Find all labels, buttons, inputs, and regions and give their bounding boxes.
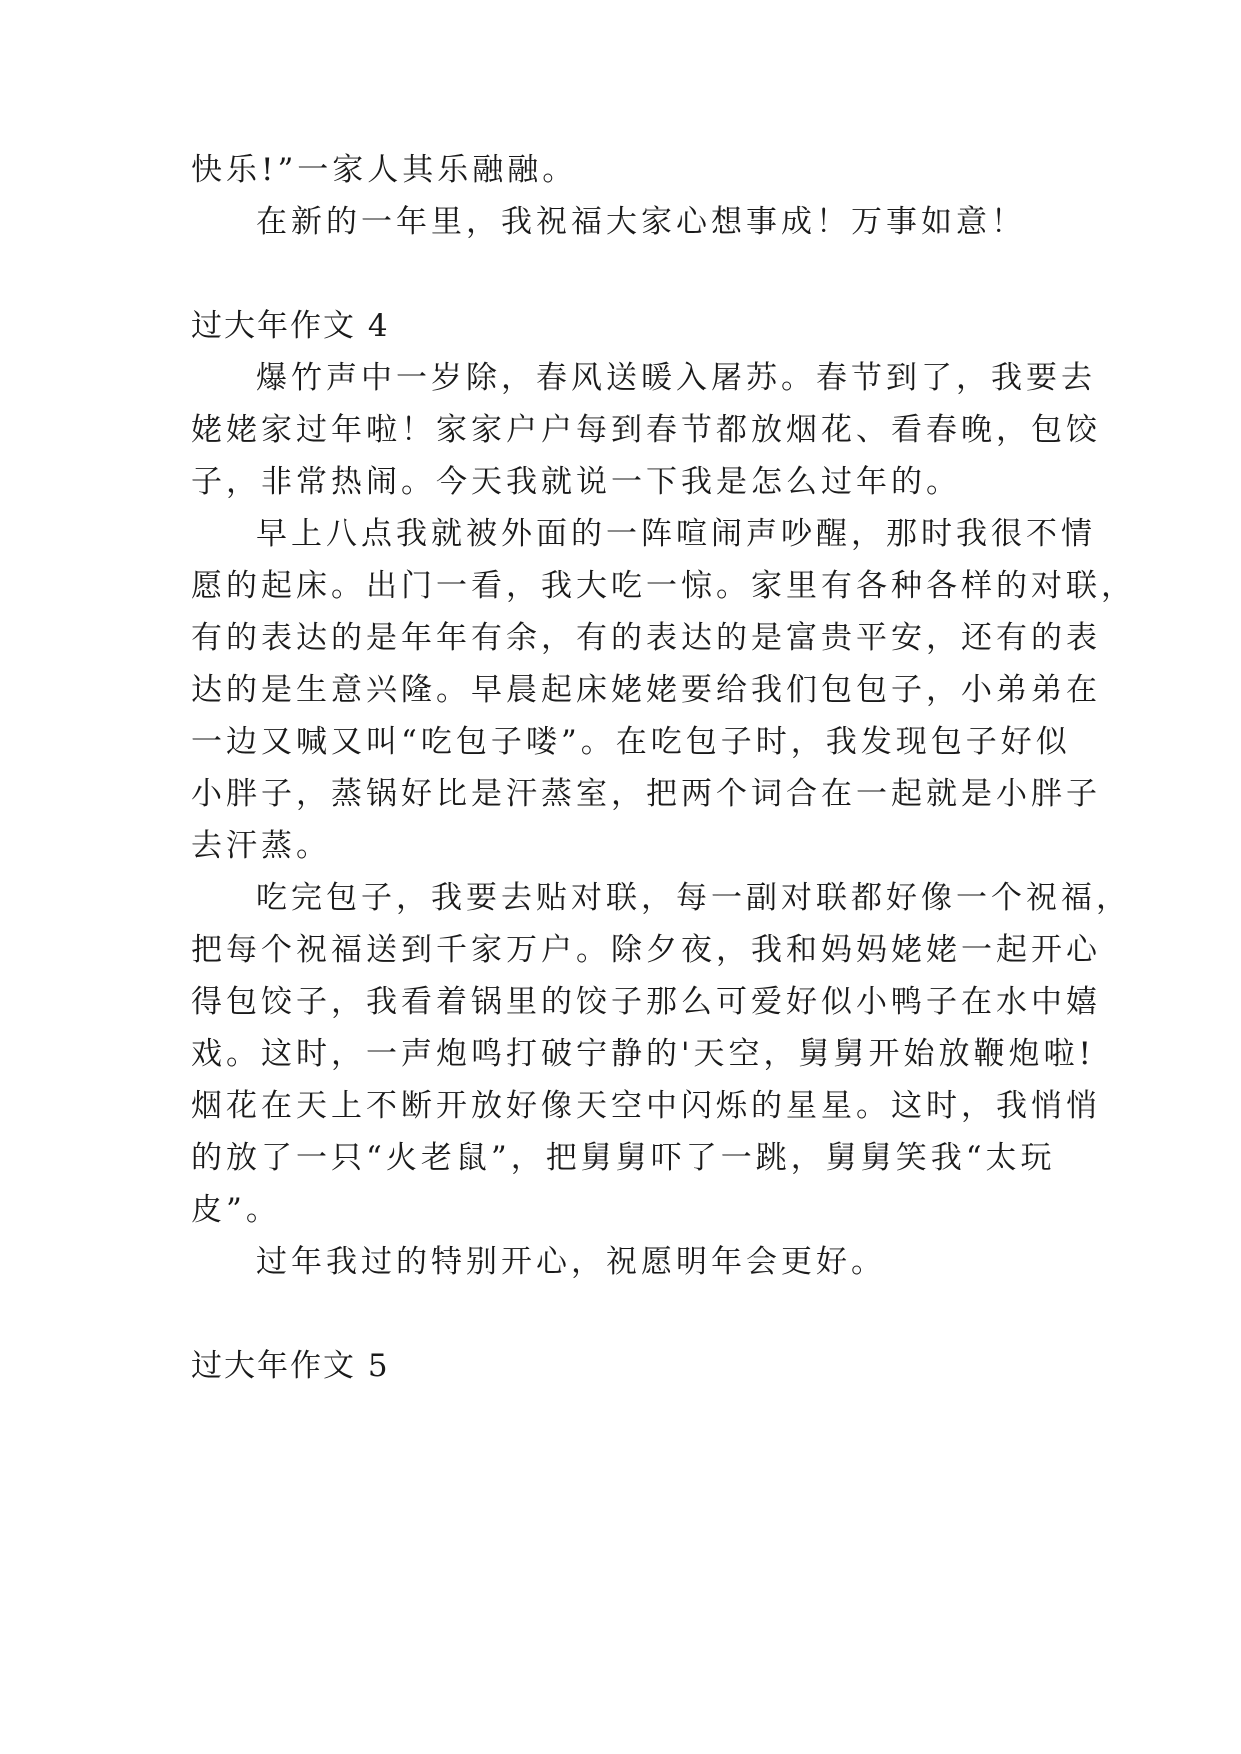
paragraph-line: 早上八点我就被外面的一阵喧闹声吵醒，那时我很不情 xyxy=(256,516,1096,552)
paragraph-line: 烟花在天上不断开放好像天空中闪烁的星星。这时，我悄悄 xyxy=(191,1088,1101,1124)
paragraph-line: 的放了一只“火老鼠”，把舅舅吓了一跳，舅舅笑我“太玩 xyxy=(191,1140,1056,1176)
paragraph-line: 得包饺子，我看着锅里的饺子那么可爱好似小鸭子在水中嬉 xyxy=(191,984,1101,1020)
section-heading-4: 过大年作文 4 xyxy=(191,308,390,344)
paragraph-line: 达的是生意兴隆。早晨起床姥姥要给我们包包子，小弟弟在 xyxy=(191,672,1101,708)
paragraph-line: 有的表达的是年年有余，有的表达的是富贵平安，还有的表 xyxy=(191,620,1101,656)
paragraph-line: 一边又喊又叫“吃包子喽”。在吃包子时，我发现包子好似 xyxy=(191,724,1071,760)
paragraph-line: 爆竹声中一岁除，春风送暖入屠苏。春节到了，我要去 xyxy=(256,360,1096,396)
paragraph-line: 在新的一年里，我祝福大家心想事成！万事如意！ xyxy=(256,204,1026,240)
paragraph-line: 戏。这时，一声炮鸣打破宁静的'天空，舅舅开始放鞭炮啦! xyxy=(191,1036,1095,1072)
paragraph-line: 吃完包子，我要去贴对联，每一副对联都好像一个祝福， xyxy=(256,880,1131,916)
paragraph-line: 愿的起床。出门一看，我大吃一惊。家里有各种各样的对联， xyxy=(191,568,1136,604)
paragraph-line: 把每个祝福送到千家万户。除夕夜，我和妈妈姥姥一起开心 xyxy=(191,932,1101,968)
paragraph-line: 去汗蒸。 xyxy=(191,828,331,864)
paragraph-line: 姥姥家过年啦！家家户户每到春节都放烟花、看春晚，包饺 xyxy=(191,412,1101,448)
paragraph-line: 过年我过的特别开心，祝愿明年会更好。 xyxy=(256,1244,886,1280)
paragraph-line: 子，非常热闹。今天我就说一下我是怎么过年的。 xyxy=(191,464,961,500)
paragraph-line: 小胖子，蒸锅好比是汗蒸室，把两个词合在一起就是小胖子 xyxy=(191,776,1101,812)
paragraph-line: 快乐!”一家人其乐融融。 xyxy=(191,152,578,188)
section-heading-5: 过大年作文 5 xyxy=(191,1348,390,1384)
paragraph-line: 皮”。 xyxy=(191,1192,281,1228)
